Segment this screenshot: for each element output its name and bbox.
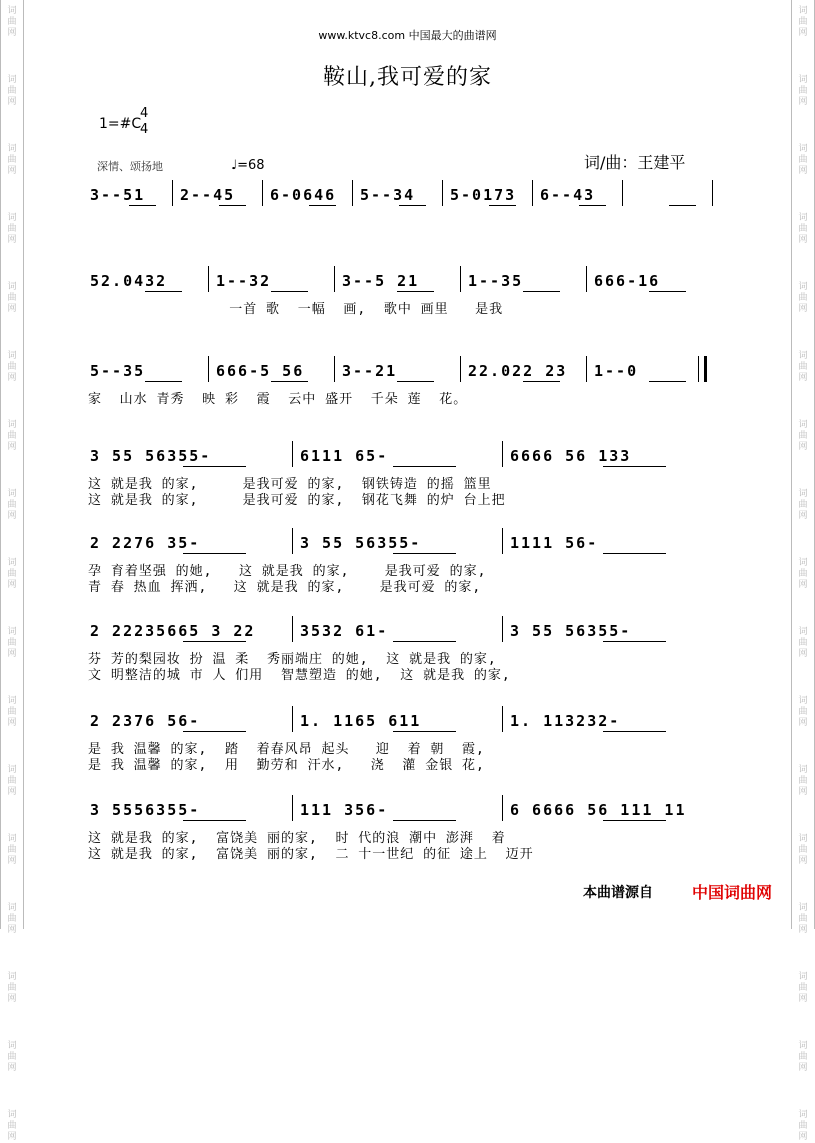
measure: 3--21 <box>342 362 398 380</box>
measure: 1--32 <box>216 272 272 290</box>
barline <box>460 356 461 382</box>
watermark-text: 词 曲 网 <box>798 903 808 935</box>
beam-line <box>183 466 246 467</box>
measure: 111 356- <box>300 801 389 819</box>
beam-line <box>393 820 456 821</box>
lyric-line: 是 我 温馨 的家, 踏 着春风昂 起头 迎 着 朝 霞, <box>88 742 485 757</box>
song-title: 鞍山,我可爱的家 <box>323 65 492 90</box>
watermark-text: 词 曲 网 <box>7 1041 17 1073</box>
measure: 3 5556355- <box>90 801 201 819</box>
time-top: 4 <box>140 106 149 121</box>
barline <box>586 356 587 382</box>
lyric-line: 孕 育着坚强 的她, 这 就是我 的家, 是我可爱 的家, <box>88 564 487 579</box>
measure: 52.0432 <box>90 272 168 290</box>
time-bottom: 4 <box>140 122 149 137</box>
beam-line <box>649 291 687 292</box>
watermark-text: 词 曲 网 <box>798 75 808 107</box>
measure: 3 55 56355- <box>300 534 422 552</box>
watermark-text: 词 曲 网 <box>798 213 808 245</box>
watermark-text: 词 曲 网 <box>7 213 17 245</box>
lyric-line: 这 就是我 的家, 富饶美 丽的家, 时 代的浪 潮中 澎湃 着 <box>88 831 506 846</box>
beam-line <box>397 381 435 382</box>
time-signature <box>140 106 148 138</box>
watermark-text: 词 曲 网 <box>798 1041 808 1073</box>
watermark-text: 词 曲 网 <box>7 627 17 659</box>
beam-line <box>393 731 456 732</box>
barline <box>586 266 587 292</box>
barline <box>352 180 353 206</box>
measure: 3532 61- <box>300 622 389 640</box>
site-header[interactable]: www.ktvc8.com 中国最大的曲谱网 <box>318 29 497 42</box>
beam-line <box>271 291 309 292</box>
measure: 5--35 <box>90 362 146 380</box>
measure: 6--43 <box>540 186 596 204</box>
barline <box>292 795 293 821</box>
measure: 1111 56- <box>510 534 599 552</box>
music-line <box>88 186 718 220</box>
key-signature: 1=#C <box>99 116 142 132</box>
measure: 1. 1165 611 <box>300 712 422 730</box>
barline <box>292 528 293 554</box>
mood-marking: 深情、颂扬地 <box>97 160 163 173</box>
watermark-text: 词 曲 网 <box>798 1110 808 1142</box>
beam-line <box>219 205 246 206</box>
beam-line <box>145 381 183 382</box>
measure: 3--5 21 <box>342 272 420 290</box>
final-barline <box>698 356 707 382</box>
watermark-text: 词 曲 网 <box>798 282 808 314</box>
beam-line <box>603 641 666 642</box>
measure: 2 22235665 3 22 <box>90 622 256 640</box>
watermark-text: 词 曲 网 <box>7 834 17 866</box>
barline <box>502 441 503 467</box>
barline <box>622 180 623 206</box>
beam-line <box>183 731 246 732</box>
watermark-text: 词 曲 网 <box>798 834 808 866</box>
beam-line <box>603 466 666 467</box>
watermark-text: 词 曲 网 <box>7 765 17 797</box>
lyric-line: 这 就是我 的家, 富饶美 丽的家, 二 十一世纪 的征 途上 迈开 <box>88 847 534 862</box>
measure: 6666 56 133 <box>510 447 632 465</box>
measure: 666-16 <box>594 272 661 290</box>
beam-line <box>393 553 456 554</box>
beam-line <box>145 291 183 292</box>
barline <box>532 180 533 206</box>
barline <box>208 266 209 292</box>
watermark-text: 词 曲 网 <box>7 1110 17 1142</box>
watermark-text: 词 曲 网 <box>7 972 17 1004</box>
beam-line <box>129 205 156 206</box>
lyric-line: 芬 芳的梨园妆 扮 温 柔 秀丽端庄 的她, 这 就是我 的家, <box>88 652 497 667</box>
author-credit: 词/曲：王建平 <box>584 153 686 172</box>
watermark-text: 词 曲 网 <box>7 903 17 935</box>
beam-line <box>523 381 561 382</box>
lyric-line: 青 春 热血 挥洒, 这 就是我 的家, 是我可爱 的家, <box>88 580 482 595</box>
measure: 6-0646 <box>270 186 337 204</box>
watermark-text: 词 曲 网 <box>798 558 808 590</box>
measure: 2 2276 35- <box>90 534 201 552</box>
barline <box>502 528 503 554</box>
measure: 666-5 56 <box>216 362 305 380</box>
barline <box>262 180 263 206</box>
watermark-right <box>791 0 815 1142</box>
watermark-text: 词 曲 网 <box>798 144 808 176</box>
watermark-text: 词 曲 网 <box>798 351 808 383</box>
barline <box>334 356 335 382</box>
beam-line <box>393 641 456 642</box>
barline <box>712 180 713 206</box>
watermark-text: 词 曲 网 <box>7 420 17 452</box>
barline <box>292 706 293 732</box>
measure: 2 2376 56- <box>90 712 201 730</box>
lyric-line: 家 山水 青秀 映 彩 霞 云中 盛开 千朵 莲 花。 <box>88 392 468 407</box>
watermark-text: 词 曲 网 <box>7 75 17 107</box>
watermark-text: 词 曲 网 <box>798 6 808 38</box>
tempo-value: =68 <box>237 158 265 173</box>
beam-line <box>523 291 561 292</box>
barline <box>442 180 443 206</box>
measure: 1. 113232- <box>510 712 621 730</box>
beam-line <box>649 381 687 382</box>
barline <box>460 266 461 292</box>
measure: 6111 65- <box>300 447 389 465</box>
watermark-text: 词 曲 网 <box>7 6 17 38</box>
beam-line <box>669 205 696 206</box>
measure: 3 55 56355- <box>510 622 632 640</box>
measure: 2--45 <box>180 186 236 204</box>
watermark-text: 词 曲 网 <box>798 420 808 452</box>
beam-line <box>489 205 516 206</box>
watermark-text: 词 曲 网 <box>7 696 17 728</box>
barline <box>292 441 293 467</box>
watermark-text: 词 曲 网 <box>7 351 17 383</box>
measure: 3--51 <box>90 186 146 204</box>
watermark-text: 词 曲 网 <box>7 144 17 176</box>
beam-line <box>397 291 435 292</box>
measure: 5-0173 <box>450 186 517 204</box>
lyric-line: 这 就是我 的家, 是我可爱 的家, 钢铁铸造 的摇 篮里 <box>88 477 492 492</box>
barline <box>502 795 503 821</box>
lyric-line: 是 我 温馨 的家, 用 勤劳和 汗水, 浇 灌 金银 花, <box>88 758 485 773</box>
measure: 6 6666 56 111 11 <box>510 801 687 819</box>
watermark-text: 词 曲 网 <box>798 696 808 728</box>
watermark-text: 词 曲 网 <box>798 489 808 521</box>
barline <box>502 706 503 732</box>
beam-line <box>579 205 606 206</box>
watermark-text: 词 曲 网 <box>798 627 808 659</box>
watermark-text: 词 曲 网 <box>798 765 808 797</box>
barline <box>208 356 209 382</box>
barline <box>334 266 335 292</box>
beam-line <box>399 205 426 206</box>
beam-line <box>393 466 456 467</box>
beam-line <box>271 381 309 382</box>
beam-line <box>603 731 666 732</box>
barline <box>502 616 503 642</box>
tempo-marking <box>231 158 265 173</box>
lyric-line: 一首 歌 一幅 画, 歌中 画里 是我 <box>88 302 504 317</box>
watermark-text: 词 曲 网 <box>7 489 17 521</box>
measure: 1--35 <box>468 272 524 290</box>
measure: 5--34 <box>360 186 416 204</box>
beam-line <box>183 641 246 642</box>
beam-line <box>309 205 336 206</box>
beam-line <box>183 553 246 554</box>
barline <box>292 616 293 642</box>
lyric-line: 这 就是我 的家, 是我可爱 的家, 钢花飞舞 的炉 台上把 <box>88 493 506 508</box>
beam-line <box>183 820 246 821</box>
footer-site-link[interactable]: 中国词曲网 <box>692 883 773 902</box>
quarter-note-icon: ♩ <box>231 158 238 173</box>
barline <box>172 180 173 206</box>
footer-source: 本曲谱源自 <box>583 885 653 901</box>
lyric-line: 文 明整洁的城 市 人 们用 智慧塑造 的她, 这 就是我 的家, <box>88 668 511 683</box>
beam-line <box>603 820 666 821</box>
measure: 3 55 56355- <box>90 447 212 465</box>
measure: 22.022 23 <box>468 362 568 380</box>
watermark-text: 词 曲 网 <box>7 282 17 314</box>
measure: 1--0 <box>594 362 639 380</box>
watermark-text: 词 曲 网 <box>7 558 17 590</box>
watermark-left <box>0 0 24 1142</box>
watermark-text: 词 曲 网 <box>798 972 808 1004</box>
beam-line <box>603 553 666 554</box>
